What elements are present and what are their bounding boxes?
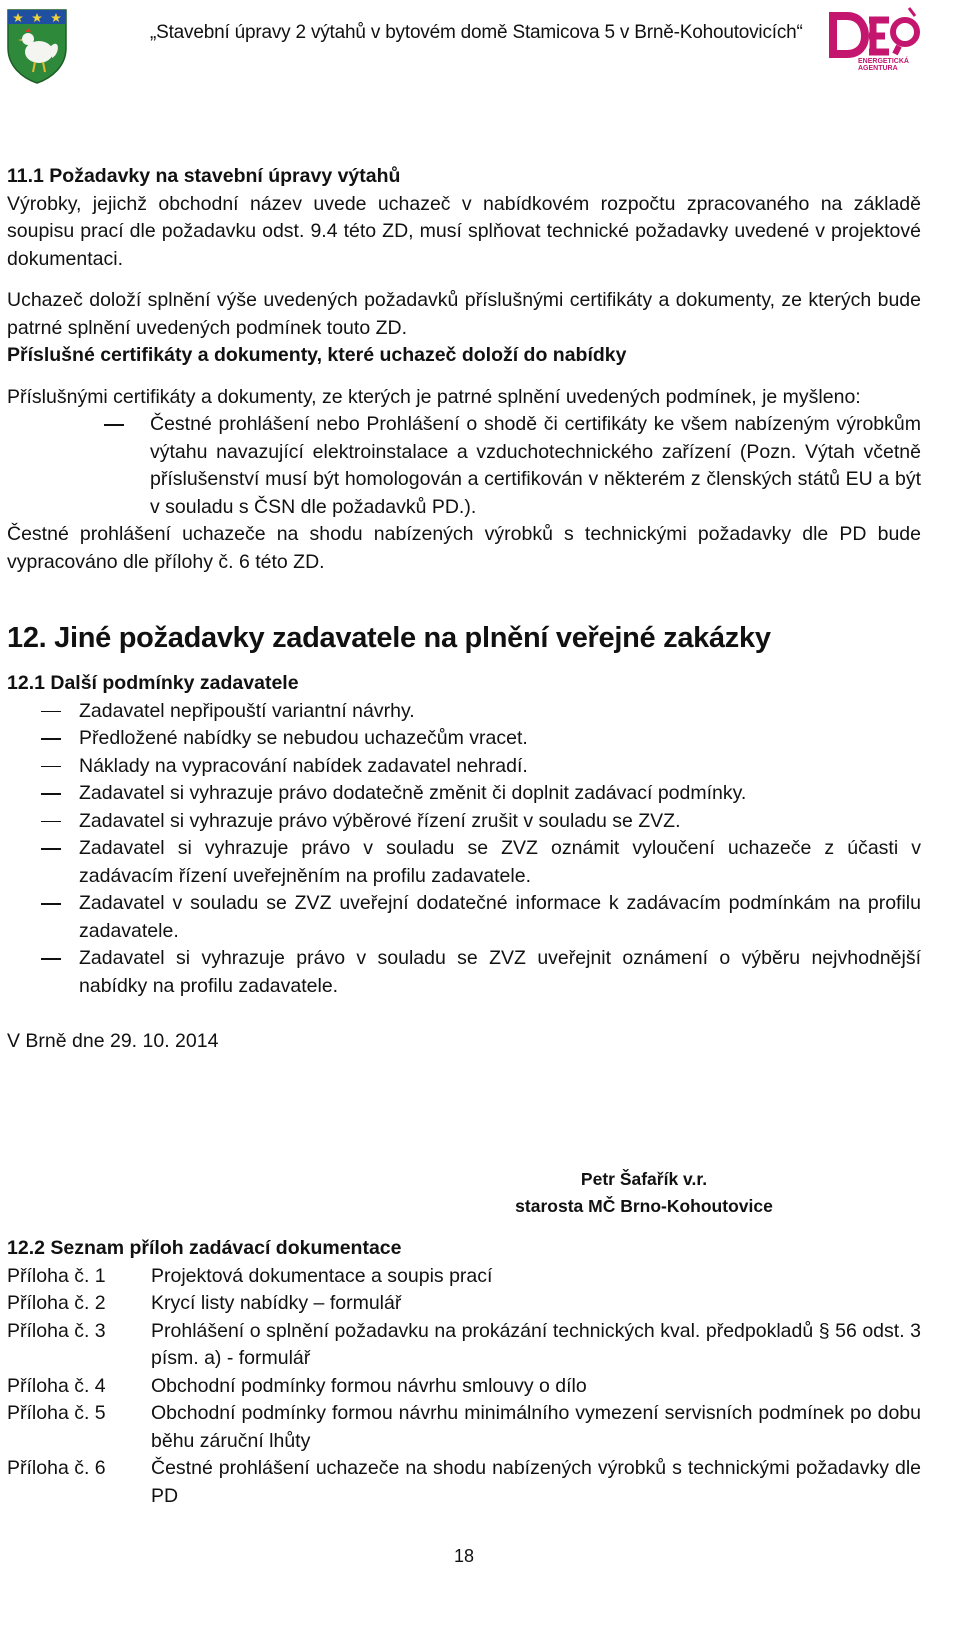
list-item [7,835,921,890]
list-item-text: Zadavatel v souladu se ZVZ uveřejní dodatečné informace k zadávacím podmínkám na profilu zadavatele. [79,892,921,942]
logo-text-1: ENERGETICKÁ [858,58,909,65]
attachment-row [7,1318,921,1373]
attachment-row [7,1455,921,1510]
attachment-row [7,1263,921,1291]
signatory-role: starosta MČ Brno-Kohoutovice [515,1196,773,1216]
dash-bullet-icon [41,958,61,960]
main-content [7,163,921,1056]
paragraph-declaration: Čestné prohlášení uchazeče na shodu nabízených výrobků s technickými požadavky dle PD bude vypracováno dle přílohy č. 6 této ZD. [7,523,921,573]
date-line: V Brně dne 29. 10. 2014 [7,1030,219,1052]
spacer [7,658,921,670]
paragraph-meaning: Příslušnými certifikáty a dokumenty, ze kterých je patrné splnění uvedených podmínek, je myšleno: [7,385,861,408]
page-header [0,0,960,90]
attachment-text: Prohlášení o splnění požadavku na prokázání technických kval. předpokladů § 56 odst. 3 písm. a) - formulář [151,1319,921,1369]
section-12-1-heading: 12.1 Další podmínky zadavatele [7,672,299,694]
dash-bullet-icon [41,821,61,823]
list-item [7,808,921,836]
attachment-label: Příloha č. 1 [7,1264,106,1287]
attachment-text: Obchodní podmínky formou návrhu minimálního vymezení servisních podmínek po dobu běhu záruční lhůty [151,1402,921,1452]
section-11-1-heading: 11.1 Požadavky na stavební úpravy výtahů [7,165,401,187]
list-item-text: Zadavatel si vyhrazuje právo v souladu se ZVZ uveřejnit oznámení o výběru nejvhodnější nabídky na profilu zadavatele. [79,947,921,997]
conditions-list [7,698,921,1001]
paragraph-certificates: Uchazeč doloží splnění výše uvedených požadavků příslušnými certifikáty a dokumenty, ze kterých bude patrné splnění uvedených podmínek touto ZD. [7,289,921,339]
list-item [7,753,921,781]
list-item-text: Zadavatel si vyhrazuje právo dodatečně změnit či doplnit zadávací podmínky. [79,782,747,804]
dash-bullet-icon [41,793,61,795]
list-item-text: Náklady na vypracování nabídek zadavatel nehradí. [79,754,528,777]
attachments-heading: 12.2 Seznam příloh zadávací dokumentace [7,1237,402,1259]
list-item-text: Předložené nabídky se nebudou uchazečům vracet. [79,727,528,749]
list-item [7,780,921,808]
certificates-subheading: Příslušné certifikáty a dokumenty, které uchazeč doloží do nabídky [7,344,627,366]
paragraph-products: Výrobky, jejichž obchodní název uvede uchazeč v nabídkovém rozpočtu zpracovaného na základě soupisu prací dle požadavku odst. 9.4 této ZD, musí splňovat technické požadavky uvedené v projektové dokumentaci. [7,192,921,270]
attachment-row [7,1400,921,1455]
dash-bullet-icon [41,848,61,850]
spacer [7,604,921,618]
section-12-heading: 12. Jiné požadavky zadavatele na plnění veřejné zakázky [7,622,771,654]
dash-bullet-icon [41,738,61,740]
list-item-text: Zadavatel si vyhrazuje právo výběrové řízení zrušit v souladu se ZVZ. [79,809,681,832]
dash-bullet-icon [41,711,61,713]
attachment-label: Příloha č. 3 [7,1319,106,1342]
attachment-text: Krycí listy nabídky – formulář [151,1292,402,1314]
attachment-label: Příloha č. 5 [7,1402,106,1424]
attachment-label: Příloha č. 2 [7,1292,106,1314]
spacer [7,273,921,287]
coat-of-arms-logo [6,8,68,84]
list-item [7,890,921,945]
attachment-row [7,1373,921,1401]
signatory-name: Petr Šafařík v.r. [580,1169,708,1189]
attachment-label: Příloha č. 4 [7,1374,106,1397]
attachment-label: Příloha č. 6 [7,1457,106,1479]
dash-bullet-icon [41,903,61,905]
page-number: 18 [453,1546,475,1566]
dash-bullet-icon [104,424,124,426]
document-title: „Stavební úpravy 2 výtahů v bytovém domě Stamicova 5 v Brně-Kohoutovicích“ [150,22,803,43]
attachment-text: Projektová dokumentace a soupis prací [151,1264,493,1287]
logo-text-2: AGENTURA [858,65,898,72]
list-item-text: Čestné prohlášení nebo Prohlášení o shodě či certifikáty ke všem nabízeným výrobkům výtahu navazující elektroinstalace a vzduchotechnického zařízení (Pozn. Výtah včetně příslušenství musí být homologován a certifikován v některém z členských států EU a být v souladu s ČSN dle požadavků PD.). [150,413,921,518]
attachment-text: Čestné prohlášení uchazeče na shodu nabízených výrobků s technickými požadavky dle PD [151,1457,921,1507]
attachment-text: Obchodní podmínky formou návrhu smlouvy o dílo [151,1374,587,1397]
signature-block [509,1166,779,1220]
dash-bullet-icon [41,766,61,768]
list-item [7,411,921,521]
list-item-text: Zadavatel si vyhrazuje právo v souladu se ZVZ oznámit vyloučení uchazeče z účasti v zadávacím řízení uveřejněním na profilu zadavatele. [79,837,921,887]
energy-agency-logo [825,6,920,72]
list-item-text: Zadavatel nepřipouští variantní návrhy. [79,699,415,722]
spacer [7,370,921,384]
attachment-row [7,1290,921,1318]
certificate-list [7,411,921,521]
list-item [7,725,921,753]
spacer [7,576,921,604]
list-item [7,945,921,1000]
spacer [7,1000,921,1028]
list-item [7,698,921,726]
attachments-section [7,1235,921,1510]
